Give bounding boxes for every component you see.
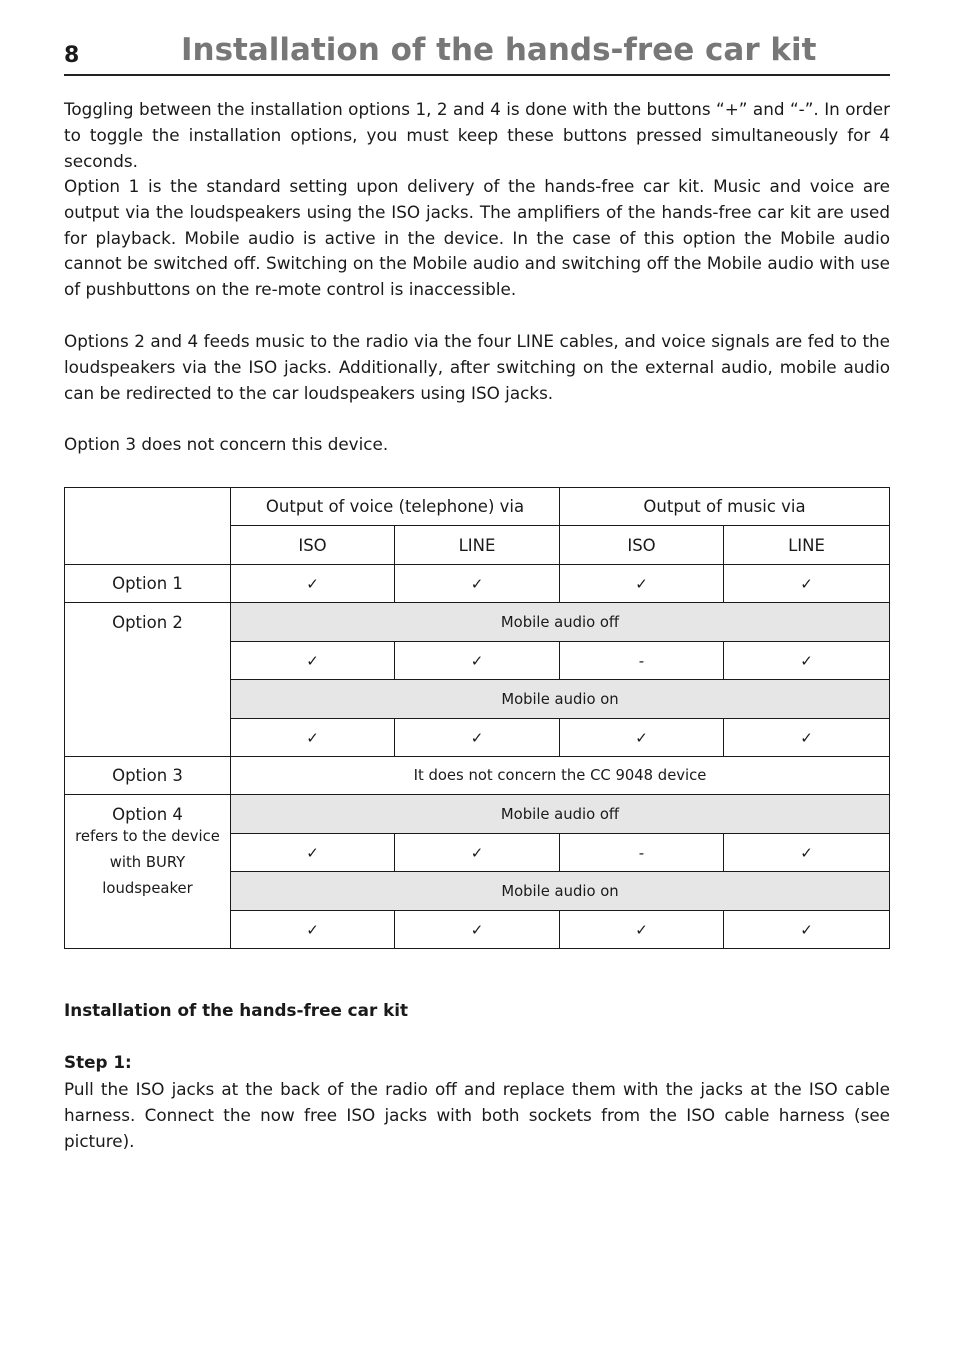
option2-off-music-line: ✓ <box>724 642 890 680</box>
header-music-line: LINE <box>724 526 890 565</box>
option2-off-voice-iso: ✓ <box>231 642 395 680</box>
option4-sub-1: refers to the device <box>75 828 220 845</box>
header-music-iso: ISO <box>560 526 724 565</box>
option4-on-music-iso: ✓ <box>560 911 724 949</box>
page-title: Installation of the hands-free car kit <box>181 32 817 68</box>
header-voice-iso: ISO <box>231 526 395 565</box>
option2-on-voice-iso: ✓ <box>231 719 395 757</box>
installation-options-table <box>64 487 890 949</box>
option4-label <box>65 795 231 949</box>
table-row-option3 <box>65 757 890 795</box>
table-row-option2-off-band <box>65 603 890 642</box>
option1-voice-line: ✓ <box>395 565 560 603</box>
intro-paragraph: Toggling between the installation options 1, 2 and 4 is done with the buttons “+” and “-”. In order to toggle the installation options, you must keep these buttons pressed simultaneously for 4 seconds. <box>64 99 890 171</box>
step-heading: Step 1: <box>64 1052 132 1072</box>
option1-paragraph: Option 1 is the standard setting upon delivery of the hands-free car kit. Music and voice are output via the loudspeakers using the ISO jacks. The amplifiers of the hands-free car kit are used for playback. Mobile audio is active in the device. In the case of this option the Mobile audio cannot be switched off. Switching on the Mobile audio and switching off the Mobile audio with use of pushbuttons on the re-mote control is inaccessible. <box>64 176 890 300</box>
option2-off-music-iso: - <box>560 642 724 680</box>
table-row-option4-off-band <box>65 795 890 834</box>
option4-off-voice-iso: ✓ <box>231 834 395 872</box>
option2-off-voice-line: ✓ <box>395 642 560 680</box>
option1-label: Option 1 <box>65 565 231 603</box>
header-voice-output: Output of voice (telephone) via <box>231 488 560 526</box>
options-2-4-paragraph: Options 2 and 4 feeds music to the radio via the four LINE cables, and voice signals are fed to the loudspeakers via the ISO jacks. Additionally, after switching on the external audio, mobile audio can be redirected to the car loudspeakers using ISO jacks. <box>64 331 890 403</box>
option2-label-text: Option 2 <box>112 613 183 632</box>
option2-mobile-audio-off: Mobile audio off <box>231 603 890 642</box>
section-heading: Installation of the hands-free car kit <box>64 1000 408 1020</box>
option4-on-voice-line: ✓ <box>395 911 560 949</box>
option4-off-voice-line: ✓ <box>395 834 560 872</box>
option4-label-text: Option 4 <box>112 805 183 824</box>
table-header-row <box>65 488 890 526</box>
option4-off-music-line: ✓ <box>724 834 890 872</box>
option4-mobile-audio-on: Mobile audio on <box>231 872 890 911</box>
option2-label <box>65 603 231 757</box>
option1-music-line: ✓ <box>724 565 890 603</box>
option2-on-music-iso: ✓ <box>560 719 724 757</box>
step-paragraph: Pull the ISO jacks at the back of the radio off and replace them with the jacks at the ISO cable harness. Connect the now free ISO jacks with both sockets from the ISO cable harness (see picture). <box>64 1079 890 1151</box>
header-voice-line: LINE <box>395 526 560 565</box>
option4-mobile-audio-off: Mobile audio off <box>231 795 890 834</box>
option3-note: It does not concern the CC 9048 device <box>231 757 890 795</box>
empty-corner-cell <box>65 488 231 565</box>
page-number: 8 <box>64 43 80 68</box>
option4-on-voice-iso: ✓ <box>231 911 395 949</box>
option4-on-music-line: ✓ <box>724 911 890 949</box>
header-music-output: Output of music via <box>560 488 890 526</box>
option2-mobile-audio-on: Mobile audio on <box>231 680 890 719</box>
option3-label: Option 3 <box>65 757 231 795</box>
option4-off-music-iso: - <box>560 834 724 872</box>
option2-on-voice-line: ✓ <box>395 719 560 757</box>
option3-paragraph: Option 3 does not concern this device. <box>64 434 389 454</box>
option1-voice-iso: ✓ <box>231 565 395 603</box>
option2-on-music-line: ✓ <box>724 719 890 757</box>
table-row-option1 <box>65 565 890 603</box>
option4-sub-3: loudspeaker <box>102 880 193 897</box>
option4-sub-2: with BURY <box>109 854 186 871</box>
option1-music-iso: ✓ <box>560 565 724 603</box>
page-header <box>64 30 890 76</box>
